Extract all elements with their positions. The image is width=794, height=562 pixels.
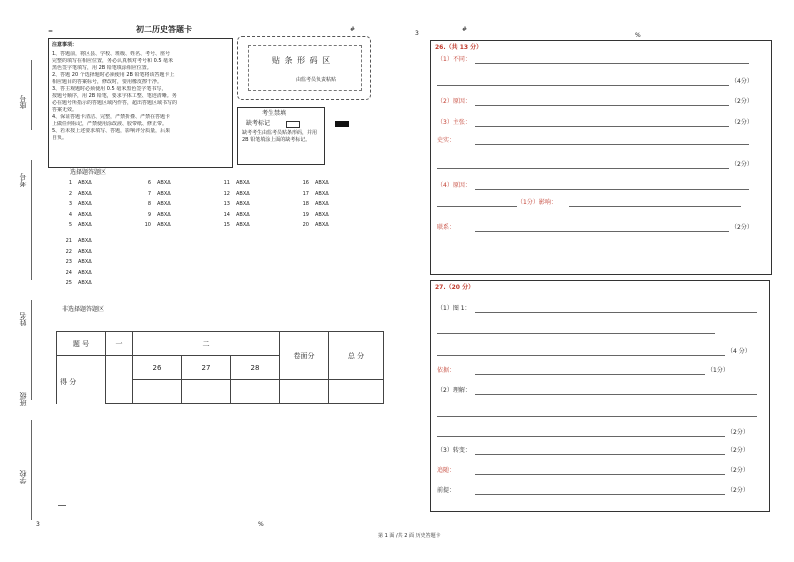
q27-score: （1分） (707, 367, 729, 374)
choice-number: 8 (147, 201, 151, 207)
notice-line: 按题号顺序，用 2B 铅笔，要求字体工整、笔迹清晰。务 (52, 93, 177, 99)
choice-options[interactable]: ABXΔ (236, 190, 250, 197)
choice-number: 18 (302, 201, 309, 207)
notice-line: 完整的填写在相应位置，务必认真核对考号和 0.5 毫米 (52, 58, 174, 64)
th-part-1: 一 (106, 332, 133, 356)
absent-checkbox[interactable] (286, 121, 300, 128)
answer-line[interactable] (475, 312, 757, 313)
barcode-title: 贴 条 形 码 区 (272, 56, 332, 65)
choice-number: 4 (68, 211, 72, 218)
q26-label: 联系： (437, 224, 456, 231)
q26-label: 史实： (437, 137, 456, 144)
binding-line (31, 420, 32, 520)
choice-options[interactable]: ABXΔ (315, 190, 329, 197)
choice-number: 12 (223, 190, 230, 197)
choice-options[interactable]: ABXΔ (78, 201, 92, 207)
score-cell-1[interactable] (106, 356, 133, 404)
answer-line[interactable] (437, 416, 757, 417)
th-q28: 28 (231, 356, 280, 380)
q27-lines (431, 281, 769, 511)
answer-line[interactable] (475, 105, 729, 106)
q26-score: （4分） (731, 78, 753, 85)
choice-options[interactable]: ABXΔ (315, 201, 329, 207)
dash-mark (58, 505, 66, 506)
choice-options[interactable]: ABXΔ (78, 280, 92, 286)
school-label: 学校 (19, 470, 27, 484)
choice-number: 15 (223, 222, 230, 228)
score-cell-28[interactable] (231, 380, 280, 404)
notice-line: 黑色签字笔填写，用 2B 铅笔填涂相应位置。 (52, 65, 152, 71)
score-cell-26[interactable] (133, 380, 182, 404)
q27-label: （3）转变： (437, 447, 471, 454)
q26-title: 26.（共 13 分） (435, 44, 483, 51)
choice-number: 9 (147, 211, 151, 218)
barcode-note: 由监考员负责粘贴 (296, 77, 337, 83)
notice-line: 5、若未按上述要求填写、答题，影响评分质量，后果 (52, 128, 171, 134)
notice-line: 答案无效。 (52, 107, 78, 113)
corner-mark: 3 (36, 521, 40, 528)
answer-line[interactable] (437, 333, 715, 334)
page-footer: 第 1 面 /共 2 面 历史答题卡 (378, 533, 441, 539)
notice-line: 相应题目的答案标号，修改时，要用橡皮擦干净。 (52, 79, 163, 85)
answer-line[interactable] (569, 206, 741, 207)
choice-number: 21 (65, 238, 72, 244)
notice-line: 必在题号所指示的答题区域内作答，超出答题区域书写的 (52, 100, 178, 106)
score-cell-total[interactable] (329, 380, 384, 404)
choice-number: 14 (223, 211, 230, 218)
q27-label: 依据： (437, 367, 456, 374)
answer-line[interactable] (475, 189, 749, 190)
q26-label: （2）原因： (437, 98, 471, 105)
q27-label: 追随： (437, 467, 456, 474)
choice-options[interactable]: ABXΔ (78, 211, 92, 218)
hash-mark: # (350, 26, 356, 33)
choice-options[interactable]: ABXΔ (157, 222, 171, 228)
choice-number: 2 (68, 190, 72, 197)
q27-score: （4 分） (727, 348, 751, 355)
choice-options[interactable]: ABXΔ (78, 269, 92, 276)
q26-score: （2分） (731, 98, 753, 105)
choice-number: 23 (65, 259, 72, 265)
q27-score: （2分） (727, 467, 749, 474)
corner-mark: = (48, 28, 54, 35)
hash-mark: # (462, 26, 468, 33)
page-title: 初二历史答题卡 (136, 25, 192, 34)
q26-score: （2分） (731, 224, 753, 231)
q26-lines (431, 41, 771, 274)
notice-line: 上做任何标记，严禁使用涂改液、胶带纸、修正带。 (52, 121, 168, 127)
choice-number: 13 (223, 201, 230, 207)
q26-score: （1分）影响： (517, 199, 557, 206)
corner-mark: 3 (415, 30, 419, 37)
q27-score: （2分） (727, 487, 749, 494)
q26-score: （2分） (731, 119, 753, 126)
score-row-label: 得 分 (60, 378, 77, 386)
absent-box (237, 107, 325, 165)
answer-line[interactable] (475, 126, 729, 127)
notice-line: 2、答题 20 个选择题时必须使用 2B 铅笔将该答题卡上 (52, 72, 175, 78)
barcode-area (237, 36, 371, 100)
absent-desc: 缺考考生由监考员贴条形码，并用 2B 铅笔填涂上面的缺考标记。 (242, 130, 318, 143)
q27-label: （2）理解： (437, 387, 471, 394)
choice-options[interactable]: ABXΔ (157, 211, 171, 218)
th-q26: 26 (133, 356, 182, 380)
class-label: 班级 (19, 392, 27, 406)
choice-options[interactable]: ABXΔ (78, 248, 92, 255)
choice-number: 7 (147, 190, 151, 197)
notice-line: 4、保证答题卡清洁、完整，严禁折叠、严禁在答题卡 (52, 114, 171, 120)
percent-mark: % (258, 521, 264, 528)
choice-options[interactable]: ABXΔ (78, 259, 92, 265)
answer-line[interactable] (475, 494, 725, 495)
choice-options[interactable]: ABXΔ (315, 222, 329, 228)
answer-line[interactable] (437, 436, 725, 437)
choice-options[interactable]: ABXΔ (315, 180, 329, 186)
answer-line[interactable] (437, 206, 517, 207)
choice-options[interactable]: ABXΔ (157, 201, 171, 207)
name-label: 姓名 (19, 312, 27, 326)
answer-line[interactable] (437, 168, 729, 169)
notice-line: 3、答主观题时必须使用 0.5 毫米黑色签字笔书写， (52, 86, 167, 92)
notice-line: 自负。 (52, 135, 68, 141)
q27-box (430, 280, 770, 512)
q27-score: （2分） (727, 429, 749, 436)
choice-number: 20 (302, 222, 309, 228)
choice-number: 25 (65, 280, 72, 286)
binding-line (31, 300, 32, 400)
choice-number: 3 (68, 201, 72, 207)
barcode-inner (248, 45, 362, 91)
q26-label: （4）原因： (437, 182, 471, 189)
exam-number-label: 考号 (19, 173, 27, 187)
choice-options[interactable]: ABXΔ (78, 180, 92, 186)
choice-options[interactable]: ABXΔ (236, 211, 250, 218)
absent-title: 考生禁填 (262, 110, 287, 117)
binding-line (31, 160, 32, 280)
choice-options[interactable]: ABXΔ (236, 201, 250, 207)
choice-number: 17 (302, 190, 309, 197)
notice-title: 注意事项： (52, 42, 78, 48)
answer-line[interactable] (437, 85, 729, 86)
q26-label: （3）主张： (437, 119, 471, 126)
choice-area (62, 180, 362, 290)
choice-options[interactable]: ABXΔ (315, 211, 329, 218)
q26-label: （1）不同： (437, 56, 471, 63)
th-part-2: 二 (133, 332, 280, 356)
q26-box (430, 40, 772, 275)
choice-number: 19 (302, 211, 309, 218)
q27-score: （2分） (727, 447, 749, 454)
choice-options[interactable]: ABXΔ (236, 180, 250, 186)
choice-number: 22 (65, 248, 72, 255)
notice-lines (52, 51, 230, 142)
answer-line[interactable] (475, 454, 725, 455)
choice-number: 10 (144, 222, 151, 228)
notice-box (48, 38, 233, 168)
answer-line[interactable] (475, 231, 729, 232)
choice-options[interactable]: ABXΔ (236, 222, 250, 228)
q27-label: （1）图 1： (437, 305, 471, 312)
choice-number: 5 (68, 222, 72, 228)
answer-line[interactable] (475, 474, 725, 475)
q27-label: 前提： (437, 487, 456, 494)
choice-options[interactable]: ABXΔ (78, 238, 92, 244)
choice-options[interactable]: ABXΔ (157, 180, 171, 186)
percent-mark: % (635, 32, 641, 39)
position-marker (335, 121, 349, 127)
th-question: 题 号 (57, 332, 106, 356)
score-cell-paper[interactable] (280, 380, 329, 404)
absent-mark-label: 缺考标记 (246, 120, 271, 127)
nonchoice-title: 非选择题答题区 (62, 306, 105, 313)
score-cell-27[interactable] (182, 380, 231, 404)
th-total: 总 分 (329, 332, 384, 380)
notice-line: 1、答题前，将区县、学校、班级、姓名、考号、座号 (52, 51, 171, 57)
choice-number: 1 (68, 180, 72, 186)
answer-line[interactable] (475, 144, 749, 145)
score-table (56, 331, 384, 404)
th-paper-score: 卷面分 (280, 332, 329, 380)
choice-options[interactable]: ABXΔ (78, 190, 92, 197)
choice-number: 6 (147, 180, 151, 186)
choice-title: 选择题答题区 (70, 169, 107, 176)
answer-line[interactable] (475, 63, 749, 64)
choice-number: 11 (223, 180, 230, 186)
choice-options[interactable]: ABXΔ (157, 190, 171, 197)
choice-number: 16 (302, 180, 309, 186)
seat-number-label: 座号 (19, 95, 27, 109)
q27-title: 27.（20 分） (435, 284, 475, 291)
choice-number: 24 (65, 269, 72, 276)
answer-line[interactable] (437, 355, 725, 356)
q26-score: （2分） (731, 161, 753, 168)
answer-line[interactable] (475, 394, 757, 395)
answer-line[interactable] (475, 374, 705, 375)
choice-options[interactable]: ABXΔ (78, 222, 92, 228)
binding-line (31, 60, 32, 130)
th-q27: 27 (182, 356, 231, 380)
